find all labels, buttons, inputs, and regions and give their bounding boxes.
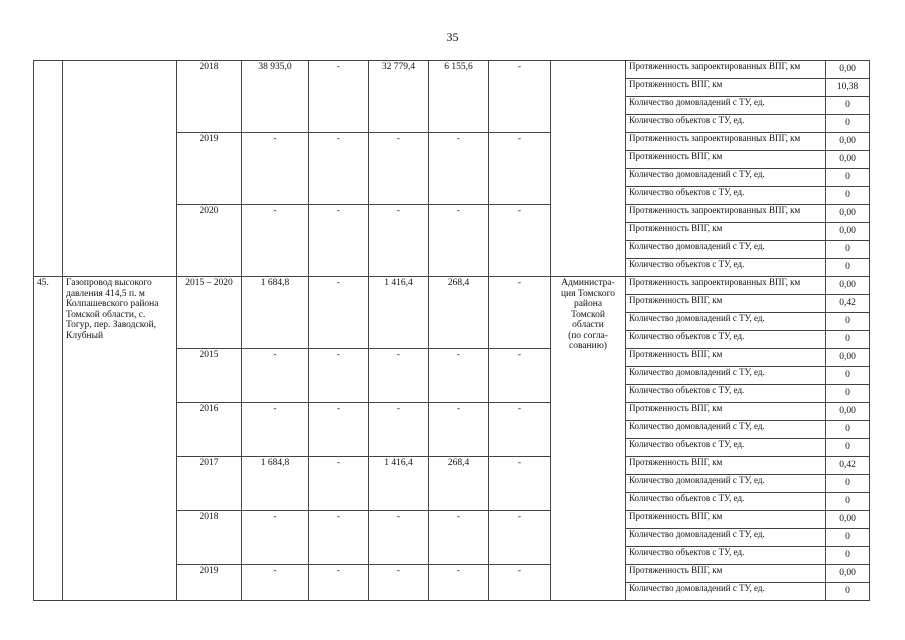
federal-cell: - (309, 133, 369, 205)
federal-cell: - (309, 277, 369, 349)
local-cell: - (429, 511, 489, 565)
indicator-value: 0 (826, 115, 870, 133)
indicator-label: Количество домовладений с ТУ, ед. (626, 313, 826, 331)
extra-cell: - (489, 205, 551, 277)
regional-cell: - (369, 349, 429, 403)
extra-cell: - (489, 349, 551, 403)
regional-cell: - (369, 205, 429, 277)
indicator-label: Количество домовладений с ТУ, ед. (626, 475, 826, 493)
year-cell: 2019 (177, 133, 242, 205)
federal-cell: - (309, 349, 369, 403)
indicator-label: Количество домовладений с ТУ, ед. (626, 241, 826, 259)
regional-cell: - (369, 403, 429, 457)
executor-cell-empty (551, 61, 626, 277)
indicator-label: Протяженность ВПГ, км (626, 223, 826, 241)
indicator-value: 0 (826, 241, 870, 259)
local-cell: - (429, 565, 489, 601)
regional-cell: - (369, 511, 429, 565)
indicator-label: Количество объектов с ТУ, ед. (626, 385, 826, 403)
indicator-value: 0,00 (826, 565, 870, 583)
federal-cell: - (309, 61, 369, 133)
regional-cell: - (369, 133, 429, 205)
year-cell: 2015 (177, 349, 242, 403)
total-cell: - (242, 403, 309, 457)
indicator-value: 0 (826, 367, 870, 385)
indicator-value: 0,00 (826, 403, 870, 421)
extra-cell: - (489, 511, 551, 565)
total-cell: - (242, 511, 309, 565)
local-cell: 268,4 (429, 277, 489, 349)
federal-cell: - (309, 565, 369, 601)
indicator-label: Количество объектов с ТУ, ед. (626, 331, 826, 349)
indicator-value: 0,00 (826, 223, 870, 241)
indicator-label: Протяженность запроектированных ВПГ, км (626, 205, 826, 223)
executor-cell: Администра- ция Томского района Томской области (по согла- сованию) (551, 277, 626, 601)
program-table (33, 60, 870, 601)
local-cell: - (429, 349, 489, 403)
indicator-value: 0,00 (826, 133, 870, 151)
extra-cell: - (489, 457, 551, 511)
indicator-value: 0,00 (826, 511, 870, 529)
year-cell: 2015 – 2020 (177, 277, 242, 349)
local-cell: 6 155,6 (429, 61, 489, 133)
page-number: 35 (446, 30, 459, 44)
year-cell: 2016 (177, 403, 242, 457)
object-name: Газопровод высокого давления 414,5 п. м Колпашевского района Томской области, с. Тогур, пер. Заводской, Клубный (63, 277, 177, 601)
indicator-value: 0 (826, 331, 870, 349)
indicator-label: Количество объектов с ТУ, ед. (626, 547, 826, 565)
indicator-value: 0 (826, 439, 870, 457)
indicator-value: 0,00 (826, 61, 870, 79)
federal-cell: - (309, 403, 369, 457)
total-cell: - (242, 349, 309, 403)
year-cell: 2017 (177, 457, 242, 511)
regional-cell: - (369, 565, 429, 601)
indicator-label: Количество объектов с ТУ, ед. (626, 493, 826, 511)
indicator-value: 0 (826, 259, 870, 277)
indicator-label: Количество домовладений с ТУ, ед. (626, 169, 826, 187)
year-cell: 2020 (177, 205, 242, 277)
indicator-label: Протяженность ВПГ, км (626, 565, 826, 583)
local-cell: - (429, 403, 489, 457)
indicator-label: Количество домовладений с ТУ, ед. (626, 583, 826, 601)
total-cell: 1 684,8 (242, 457, 309, 511)
local-cell: 268,4 (429, 457, 489, 511)
object-name-cell-empty (63, 61, 177, 277)
indicator-label: Количество домовладений с ТУ, ед. (626, 529, 826, 547)
indicator-value: 0 (826, 421, 870, 439)
indicator-label: Протяженность ВПГ, км (626, 403, 826, 421)
indicator-value: 0 (826, 583, 870, 601)
local-cell: - (429, 133, 489, 205)
extra-cell: - (489, 133, 551, 205)
indicator-label: Протяженность ВПГ, км (626, 295, 826, 313)
federal-cell: - (309, 205, 369, 277)
indicator-label: Количество объектов с ТУ, ед. (626, 439, 826, 457)
federal-cell: - (309, 511, 369, 565)
indicator-value: 0,00 (826, 205, 870, 223)
regional-cell: 1 416,4 (369, 457, 429, 511)
indicator-value: 0,42 (826, 457, 870, 475)
indicator-value: 0 (826, 529, 870, 547)
indicator-label: Количество домовладений с ТУ, ед. (626, 97, 826, 115)
regional-cell: 1 416,4 (369, 277, 429, 349)
row-number: 45. (34, 277, 63, 601)
indicator-label: Протяженность запроектированных ВПГ, км (626, 61, 826, 79)
indicator-value: 0 (826, 187, 870, 205)
indicator-value: 0 (826, 475, 870, 493)
indicator-label: Протяженность запроектированных ВПГ, км (626, 133, 826, 151)
indicator-label: Протяженность ВПГ, км (626, 151, 826, 169)
indicator-label: Протяженность ВПГ, км (626, 349, 826, 367)
total-cell: - (242, 205, 309, 277)
indicator-value: 0,00 (826, 277, 870, 295)
indicator-value: 0 (826, 547, 870, 565)
federal-cell: - (309, 457, 369, 511)
indicator-label: Протяженность ВПГ, км (626, 457, 826, 475)
indicator-label: Протяженность ВПГ, км (626, 79, 826, 97)
year-cell: 2018 (177, 511, 242, 565)
indicator-label: Количество домовладений с ТУ, ед. (626, 367, 826, 385)
indicator-value: 0 (826, 97, 870, 115)
indicator-label: Протяженность ВПГ, км (626, 511, 826, 529)
extra-cell: - (489, 61, 551, 133)
indicator-value: 10,38 (826, 79, 870, 97)
total-cell: - (242, 133, 309, 205)
indicator-value: 0 (826, 493, 870, 511)
indicator-label: Количество домовладений с ТУ, ед. (626, 421, 826, 439)
row-number-cell-empty (34, 61, 63, 277)
indicator-label: Протяженность запроектированных ВПГ, км (626, 277, 826, 295)
indicator-value: 0 (826, 313, 870, 331)
indicator-label: Количество объектов с ТУ, ед. (626, 259, 826, 277)
indicator-value: 0,00 (826, 151, 870, 169)
indicator-value: 0,00 (826, 349, 870, 367)
indicator-value: 0 (826, 385, 870, 403)
extra-cell: - (489, 565, 551, 601)
year-cell: 2019 (177, 565, 242, 601)
total-cell: 38 935,0 (242, 61, 309, 133)
year-cell: 2018 (177, 61, 242, 133)
total-cell: 1 684,8 (242, 277, 309, 349)
indicator-value: 0 (826, 169, 870, 187)
regional-cell: 32 779,4 (369, 61, 429, 133)
indicator-value: 0,42 (826, 295, 870, 313)
indicator-label: Количество объектов с ТУ, ед. (626, 187, 826, 205)
extra-cell: - (489, 277, 551, 349)
extra-cell: - (489, 403, 551, 457)
local-cell: - (429, 205, 489, 277)
total-cell: - (242, 565, 309, 601)
indicator-label: Количество объектов с ТУ, ед. (626, 115, 826, 133)
